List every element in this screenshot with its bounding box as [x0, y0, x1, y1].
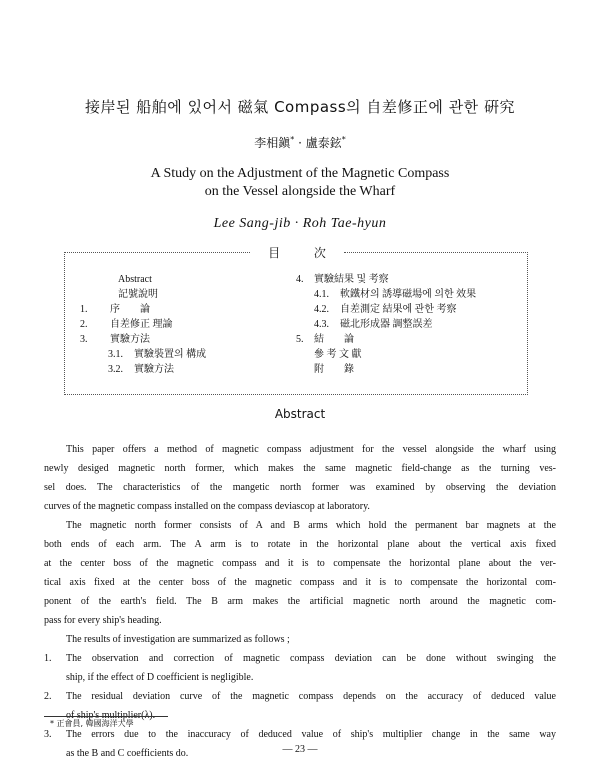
toc-item	[80, 272, 206, 287]
toc-item-label: 實驗方法	[110, 334, 150, 345]
text-line: curves of the magnetic compass installed on the compass deviascop at laboratory.	[44, 501, 370, 512]
toc-item-label: 軟鐵材의 誘導磁場에 의한 效果	[340, 289, 477, 300]
toc-item: 2. 自差修正 理論	[80, 319, 173, 330]
author-2-mark: *	[341, 135, 346, 144]
toc-item: 4.2. 自差測定 結果에 관한 考察	[314, 304, 457, 315]
toc-item-label: 磁北形成器 調整誤差	[340, 319, 433, 330]
toc-item	[296, 362, 476, 377]
toc-item-label: 結 論	[314, 334, 354, 345]
author-separator: ·	[298, 136, 302, 150]
toc-item: 3. 實驗方法	[80, 334, 150, 345]
text-line: ponent of the earth's field. The B arm makes the artificial magnetic north around the magnetic com-	[44, 596, 556, 607]
footnote-rule	[44, 716, 168, 717]
result-number: 2.	[44, 691, 52, 702]
toc-item: 4.3. 磁北形成器 調整誤差	[314, 319, 433, 330]
toc-item-label: 附 錄	[314, 364, 354, 375]
page-number: — 23 —	[282, 744, 318, 755]
author-1: 李相鎭	[254, 136, 291, 150]
text-line: both ends of each arm. The A arm is to rotate in the horizontal plane about the vertical axis fixed	[44, 539, 556, 550]
toc-item-label: 序 論	[110, 304, 150, 315]
result-item-1	[44, 649, 556, 687]
korean-authors	[0, 134, 600, 151]
toc-item-label: 實驗裝置의 構成	[134, 349, 207, 360]
abstract-paragraph-2	[44, 516, 556, 630]
result-text: The observation and correction of magnetic compass deviation can be done without swinging the ship, if the effect of D coefficient is negligible.	[66, 653, 556, 683]
text-line: sel does. The characteristics of the mangetic north former was examined by observing the deviation	[44, 482, 556, 493]
result-number: 3.	[44, 729, 52, 740]
korean-title: 接岸된 船舶에 있어서 磁氣 Compass의 自差修正에 관한 硏究	[85, 98, 515, 116]
toc-item-label: 自差修正 理論	[110, 319, 173, 330]
result-number: 1.	[44, 653, 52, 664]
english-title-line-2: on the Vessel alongside the Wharf	[204, 184, 396, 199]
footnote: * 正會員, 韓國海洋大學	[50, 719, 134, 728]
abstract-paragraph-3	[44, 630, 556, 649]
toc-item	[80, 287, 206, 302]
toc-item-label: 實驗結果 및 考察	[314, 274, 389, 285]
text-line: at the center boss of the magnetic compass and it is to compensate the horizontal plane about the ver-	[44, 558, 556, 569]
text-line: The results of investigation are summarized as follows ;	[66, 634, 290, 645]
text-line: The magnetic north former consists of A and B arms which hold the permanent bar magnets at the	[66, 520, 556, 531]
toc-item: 3.2. 實驗方法	[108, 364, 174, 375]
toc-item-label: Abstract	[118, 274, 152, 285]
author-2: 盧泰鉉	[305, 136, 342, 150]
toc-right-column	[296, 272, 476, 377]
toc-item-label: 參 考 文 獻	[314, 349, 362, 360]
toc-item-label: 實驗方法	[134, 364, 174, 375]
toc-item: 3.1. 實驗裝置의 構成	[108, 349, 207, 360]
text-line: This paper offers a method of magnetic compass adjustment for the vessel alongside the wharf using	[66, 444, 556, 455]
result-text: The residual deviation curve of the magnetic compass depends on the accuracy of deduced value of ship's multiplier(λ).	[66, 691, 556, 721]
toc-item-label: 自差測定 結果에 관한 考察	[340, 304, 457, 315]
abstract-heading: Abstract	[274, 407, 326, 421]
toc-item	[296, 347, 476, 362]
text-line: pass for every ship's heading.	[44, 615, 162, 626]
toc-item: 1. 序 論	[80, 304, 150, 315]
english-authors: Lee Sang-jib · Roh Tae-hyun	[213, 216, 387, 231]
toc-item: 4.1. 軟鐵材의 誘導磁場에 의한 效果	[314, 289, 477, 300]
toc-item: 4. 實驗結果 및 考察	[296, 274, 389, 285]
toc-item-label: 記號說明	[118, 289, 158, 300]
author-1-mark: *	[290, 135, 295, 144]
text-line: newly desiged magnetic north former, which makes the same magnetic field-change as the turning ves-	[44, 463, 556, 474]
toc-heading: 目 次	[268, 246, 326, 260]
result-text: The errors due to the inaccuracy of deduced value of ship's multiplier change in the same way as the B and C coefficients do.	[66, 729, 556, 759]
text-line: tical axis fixed at the center boss of the magnetic compass and it is to compensate the horizontal com-	[44, 577, 556, 588]
toc-left-column	[80, 272, 206, 377]
toc-item: 5. 結 論	[296, 334, 354, 345]
abstract-paragraph-1	[44, 440, 556, 516]
english-title-line-1: A Study on the Adjustment of the Magnetic Compass	[150, 166, 450, 181]
